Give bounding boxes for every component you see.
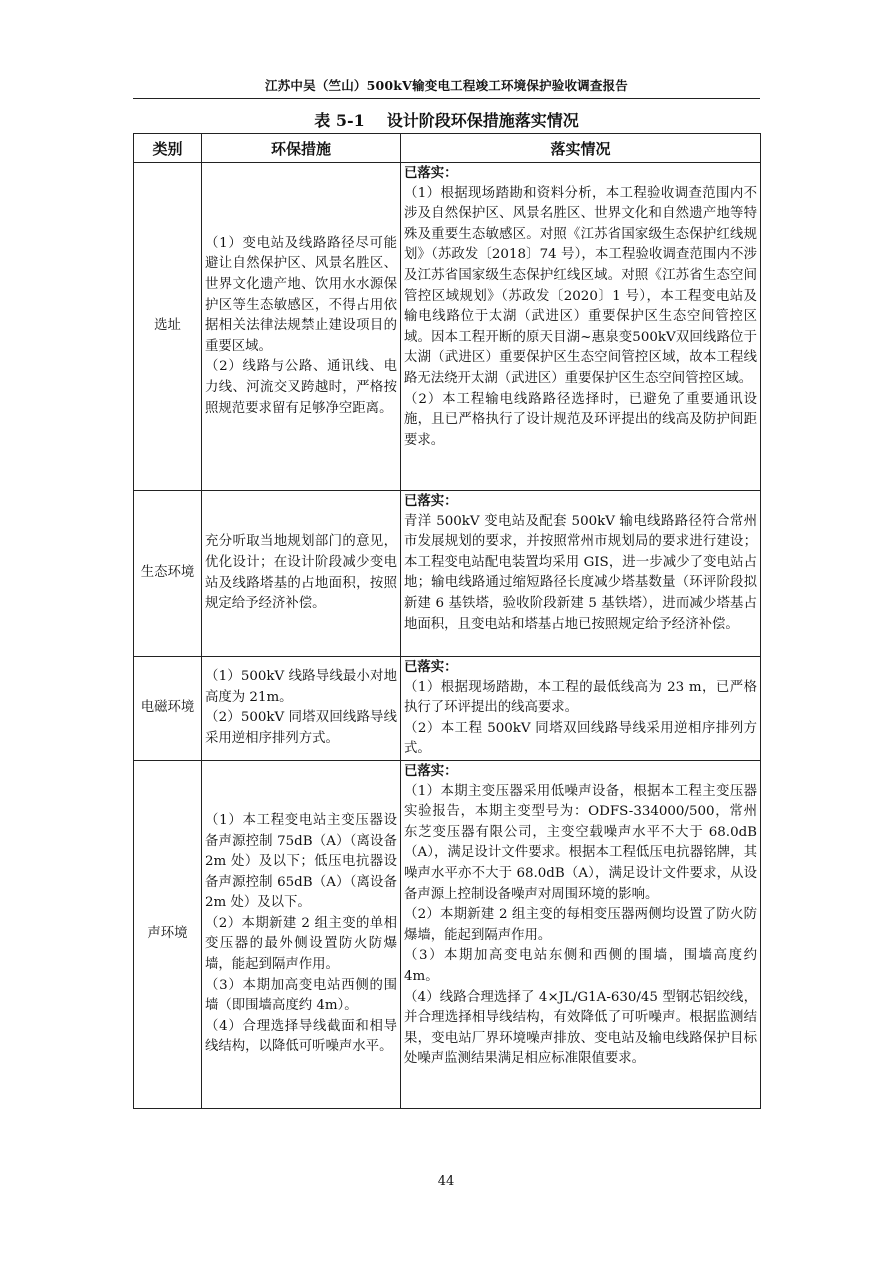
detail-item: （2）本工程 500kV 同塔双回线路导线采用逆相序排列方式。 <box>404 720 757 757</box>
detail-item: （1）根据现场踏勘和资料分析，本工程验收调查范围内不涉及自然保护区、风景名胜区、世界文化和自然遗产地等特殊及重要生态敏感区。对照《江苏省国家级生态保护红线规划》（苏政发〔2018〕74 号），本工程验收调查范围内不涉及江苏省国家级生态保护红线区域。对照《江苏省生态空间管控区域规划》（苏政发〔2020〕1 号），本工程变电站及输电线路位于太湖（武进区）重要保护区生态空间管控区域。因本工程开断的原天目湖~惠泉变500kV双回线路位于太湖（武进区）重要保护区生态空间管控区域，故本工程线路无法绕开太湖（武进区）重要保护区生态空间管控区域。 <box>404 185 757 386</box>
measure-item: （4）合理选择导线截面和相导线结构，以降低可听噪声水平。 <box>205 1018 397 1055</box>
implementation-cell <box>401 657 761 761</box>
measure-item: （1）变电站及线路路径尽可能避让自然保护区、风景名胜区、世界文化遗产地、饮用水水源保护区等生态敏感区，不得占用依据相关法律法规禁止建设项目的重要区域。 <box>205 235 397 354</box>
measure-item: 充分听取当地规划部门的意见，优化设计；在设计阶段减少变电站及线路塔基的占地面积，按照规定给予经济补偿。 <box>205 534 397 612</box>
status-label: 已落实： <box>404 762 458 779</box>
header-implementation: 落实情况 <box>401 134 761 163</box>
implementation-cell <box>401 163 761 491</box>
report-header: 江苏中吴（竺山）500kV输变电工程竣工环境保护验收调查报告 <box>265 78 628 93</box>
table-title: 设计阶段环保措施落实情况 <box>386 111 579 130</box>
status-label: 已落实： <box>404 659 458 675</box>
detail-item: （1）根据现场踏勘，本工程的最低线高为 23 m，已严格执行了环评提出的线高要求。 <box>404 679 757 716</box>
detail-item: （2）本工程输电线路路径选择时，已避免了重要通讯设施，且已严格执行了设计规范及环评提出的线高及防护间距要求。 <box>404 391 757 448</box>
measure-item: （1）本工程变电站主变压器设备声源控制 75dB（A）（离设备 2m 处）及以下；低压电抗器设备声源控制 65dB（A）（离设备 2m 处）及以下。 <box>205 812 397 911</box>
table-row <box>134 491 761 657</box>
measure-item: （3）本期加高变电站西侧的围墙（即围墙高度约 4m）。 <box>205 977 397 1014</box>
table-number: 表 5-1 <box>314 111 365 130</box>
status-label: 已落实： <box>404 165 458 181</box>
detail-item: 青洋 500kV 变电站及配套 500kV 输电线路路径符合常州市发展规划的要求，并按照常州市规划局的要求进行建设；本工程变电站配电装置均采用 GIS，进一步减少了变电站占地；输电线路通过缩短路径长度减少塔基数量（环评阶段拟新建 6 基铁塔，验收阶段新建 5 基铁塔），进而减少塔基占地面积，且变电站和塔基占地已按照规定给予经济补偿。 <box>404 513 757 632</box>
measures-cell <box>202 657 401 761</box>
category-cell: 生态环境 <box>134 491 202 657</box>
category-cell: 选址 <box>134 163 202 491</box>
detail-item: （1）本期主变压器采用低噪声设备，根据本工程主变压器实验报告，本期主变型号为：ODFS-334000/500，常州东芝变压器有限公司，主变空载噪声水平不大于 68.0dB（A），满足设计文件要求。根据本工程低压电抗器铭牌，其噪声水平亦不大于 68.0dB（A），满足设计文件要求，从设备声源上控制设备噪声对周围环境的影响。 <box>404 783 757 902</box>
page-number: 44 <box>437 1174 455 1189</box>
implementation-cell <box>401 491 761 657</box>
detail-item: （4）线路合理选择了 4×JL/G1A-630/45 型钢芯铝绞线，并合理选择相导线结构，有效降低了可听噪声。根据监测结果，变电站厂界环境噪声排放、变电站及输电线路保护目标处噪声监测结果满足相应标准限值要求。 <box>404 989 757 1067</box>
measures-cell <box>202 491 401 657</box>
table-row <box>134 163 761 491</box>
measures-cell <box>202 760 401 1108</box>
status-label: 已落实： <box>404 493 458 509</box>
implementation-cell <box>401 760 761 1108</box>
measure-item: （2）线路与公路、通讯线、电力线、河流交叉跨越时，严格按照规范要求留有足够净空距离。 <box>205 359 397 416</box>
header-measures: 环保措施 <box>202 134 401 163</box>
measure-item: （2）本期新建 2 组主变的单相变压器的最外侧设置防火防爆墙，能起到隔声作用。 <box>205 915 397 973</box>
table-caption <box>133 108 760 131</box>
category-cell: 声环境 <box>134 760 202 1108</box>
detail-item: （2）本期新建 2 组主变的每相变压器两侧均设置了防火防爆墙，能起到隔声作用。 <box>404 907 757 943</box>
table-row <box>134 760 761 1108</box>
header-category: 类别 <box>134 134 202 163</box>
header-rule <box>133 98 760 99</box>
table-header-row <box>134 134 761 163</box>
category-cell: 电磁环境 <box>134 657 202 761</box>
measure-item: （2）500kV 同塔双回线路导线采用逆相序排列方式。 <box>205 710 397 747</box>
measures-table <box>133 133 761 1109</box>
measures-cell <box>202 163 401 491</box>
table-row <box>134 657 761 761</box>
measure-item: （1）500kV 线路导线最小对地高度为 21m。 <box>205 669 397 705</box>
detail-item: （3）本期加高变电站东侧和西侧的围墙，围墙高度约 4m。 <box>404 948 757 984</box>
